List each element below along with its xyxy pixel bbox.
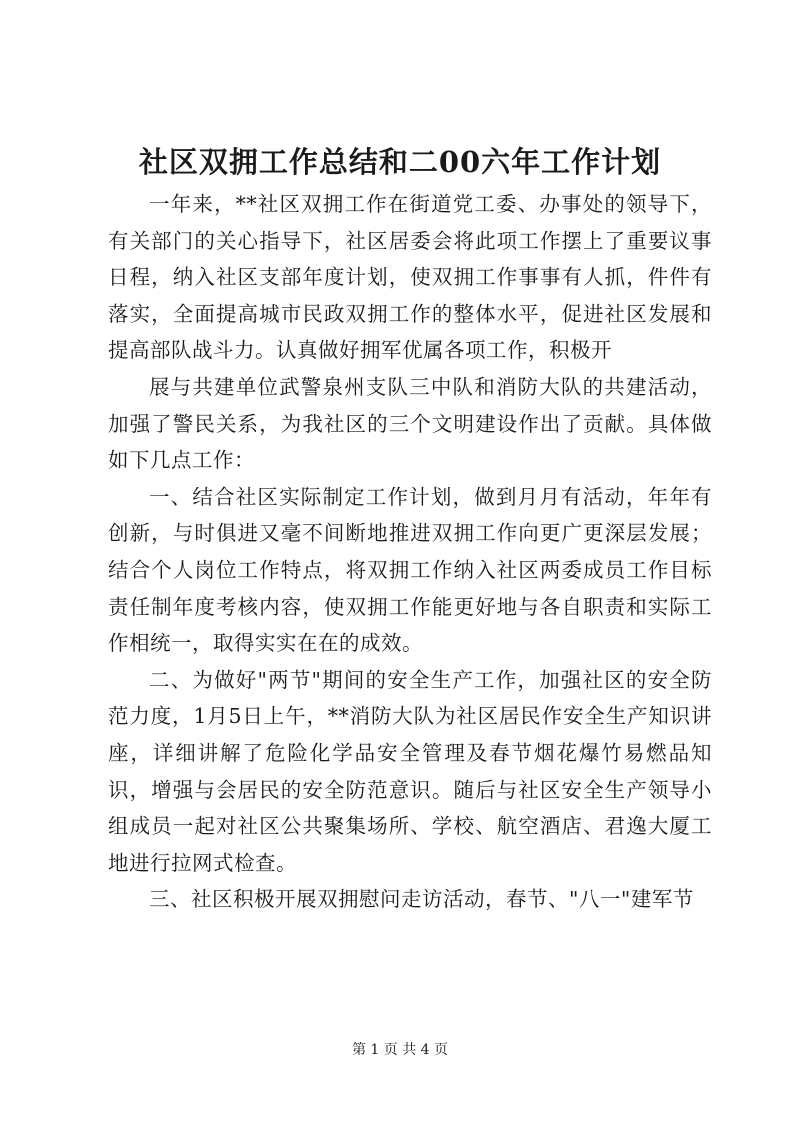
paragraph: 二、为做好"两节"期间的安全生产工作，加强社区的安全防范力度，1月5日上午，**消防大队为社区居民作安全生产知识讲座，详细讲解了危险化学品安全管理及春节烟花爆竹易燃品知识，增强与会居民的安全防范意识。随后与社区安全生产领导小组成员一起对社区公共聚集场所、学校、航空酒店、君逸大厦工地进行拉网式检查。 (108, 667, 712, 875)
page-number-footer: 第 1 页 共 4 页 (351, 1042, 449, 1058)
paragraph: 一年来，**社区双拥工作在街道党工委、办事处的领导下，有关部门的关心指导下，社区居委会将此项工作摆上了重要议事日程，纳入社区支部年度计划，使双拥工作事事有人抓，件件有落实，全面提高城市民政双拥工作的整体水平，促进社区发展和提高部队战斗力。认真做好拥军优属各项工作，积极开 (108, 192, 712, 363)
paragraph: 一、结合社区实际制定工作计划，做到月月有活动，年年有创新，与时俱进又毫不间断地推进双拥工作向更广更深层发展；结合个人岗位工作特点，将双拥工作纳入社区两委成员工作目标责任制年度考核内容，使双拥工作能更好地与各自职责和实际工作相统一，取得实实在在的成效。 (108, 484, 712, 656)
paragraph: 展与共建单位武警泉州支队三中队和消防大队的共建活动，加强了警民关系，为我社区的三个文明建设作出了贡献。具体做如下几点工作： (108, 374, 712, 473)
paragraph: 三、社区积极开展双拥慰问走访活动，春节、"八一"建军节 (149, 887, 694, 912)
page-title: 社区双拥工作总结和二00六年工作计划 (138, 145, 662, 179)
document-body (108, 186, 712, 918)
